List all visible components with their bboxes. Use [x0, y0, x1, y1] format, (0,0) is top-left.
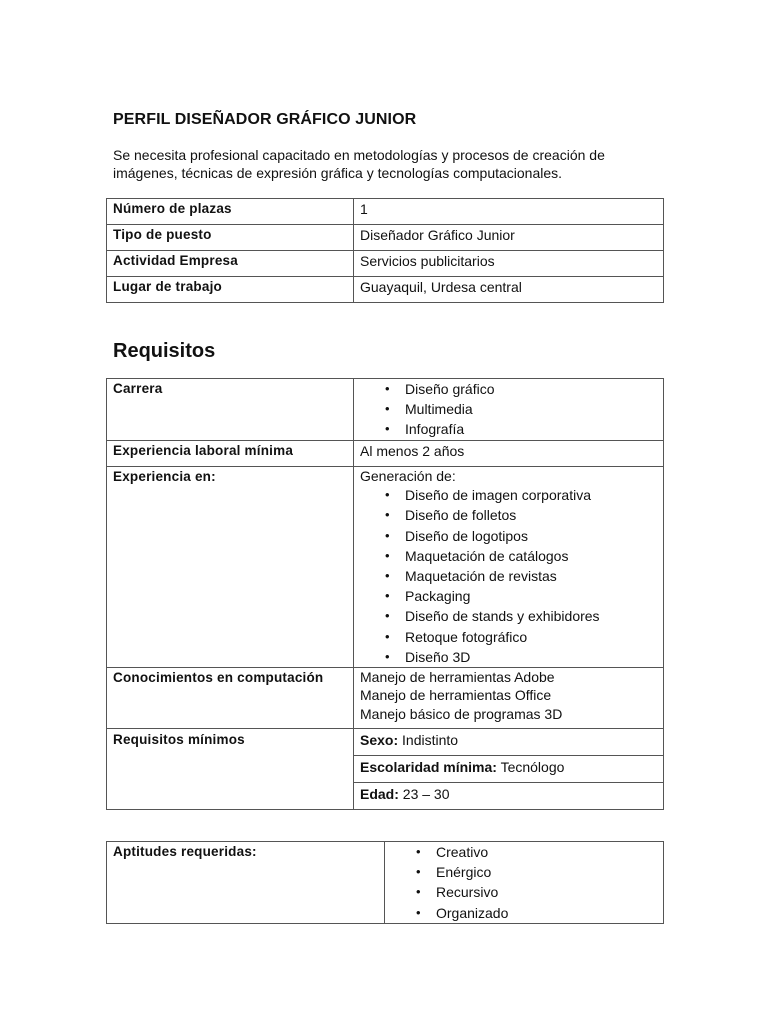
requisitos-heading: Requisitos [113, 340, 216, 362]
row-value: Guayaquil, Urdesa central [354, 277, 664, 303]
edad-key: Edad: [360, 785, 399, 802]
table-row [107, 379, 664, 441]
aptitudes-label: Aptitudes requeridas: [107, 842, 385, 924]
list-item: • Diseño de logotipos [360, 526, 657, 546]
sexo-row [354, 729, 663, 756]
list-item: • Creativo [391, 842, 657, 862]
experiencia-en-label: Experiencia en: [107, 466, 354, 667]
minimos-label: Requisitos mínimos [107, 728, 354, 809]
sexo-key: Sexo: [360, 731, 399, 748]
experiencia-en-value [354, 466, 664, 667]
computacion-value [354, 667, 664, 728]
table-row [107, 466, 664, 667]
row-label: Actividad Empresa [107, 251, 354, 277]
escolaridad-key: Escolaridad mínima: [360, 758, 497, 775]
table-row [107, 199, 664, 225]
table-row [107, 667, 664, 728]
list-item: • Packaging [360, 586, 657, 606]
experiencia-minima-label: Experiencia laboral mínima [107, 440, 354, 466]
computacion-line: Manejo de herramientas Office [360, 687, 552, 704]
list-item: • Diseño de imagen corporativa [360, 485, 657, 505]
carrera-value [354, 379, 664, 441]
computacion-line: Manejo básico de programas 3D [360, 705, 563, 722]
experiencia-list [360, 485, 657, 667]
row-value: Servicios publicitarios [354, 251, 664, 277]
table-row [107, 728, 664, 809]
row-label: Número de plazas [107, 199, 354, 225]
row-value: 1 [354, 199, 664, 225]
list-item: • Diseño gráfico [360, 379, 657, 399]
minimos-value [354, 728, 664, 809]
list-item: • Maquetación de revistas [360, 566, 657, 586]
requisitos-table [106, 378, 664, 810]
intro-line: Se necesita profesional capacitado en metodologías y procesos de creación de [113, 147, 605, 163]
list-item: • Enérgico [391, 862, 657, 882]
edad-row [354, 783, 663, 809]
aptitudes-value [385, 842, 664, 924]
computacion-line: Manejo de herramientas Adobe [360, 668, 555, 685]
list-item: • Diseño 3D [360, 647, 657, 667]
list-item: • Maquetación de catálogos [360, 546, 657, 566]
experiencia-intro: Generación de: [360, 467, 456, 484]
carrera-list [360, 379, 657, 440]
sexo-value: Indistinto [398, 731, 459, 748]
list-item: • Multimedia [360, 399, 657, 419]
row-value: Diseñador Gráfico Junior [354, 225, 664, 251]
escolaridad-value: Tecnólogo [496, 758, 565, 775]
experiencia-minima-value: Al menos 2 años [354, 440, 664, 466]
table-row [107, 225, 664, 251]
list-item: • Recursivo [391, 882, 657, 902]
list-item: • Organizado [391, 903, 657, 923]
intro-paragraph [113, 146, 673, 182]
table-row [107, 440, 664, 466]
job-info-table [106, 198, 664, 303]
table-row [107, 842, 664, 924]
row-label: Lugar de trabajo [107, 277, 354, 303]
computacion-label: Conocimientos en computación [107, 667, 354, 728]
table-row [107, 251, 664, 277]
list-item: • Infografía [360, 419, 657, 439]
aptitudes-table [106, 841, 664, 924]
escolaridad-row [354, 756, 663, 783]
aptitudes-list [391, 842, 657, 923]
list-item: • Retoque fotográfico [360, 627, 657, 647]
intro-line: imágenes, técnicas de expresión gráfica y tecnologías computacionales. [113, 165, 563, 181]
table-row [107, 277, 664, 303]
list-item: • Diseño de stands y exhibidores [360, 606, 657, 626]
carrera-label: Carrera [107, 379, 354, 441]
edad-value: 23 – 30 [398, 785, 450, 802]
row-label: Tipo de puesto [107, 225, 354, 251]
document-title: PERFIL DISEÑADOR GRÁFICO JUNIOR [113, 111, 417, 128]
list-item: • Diseño de folletos [360, 505, 657, 525]
